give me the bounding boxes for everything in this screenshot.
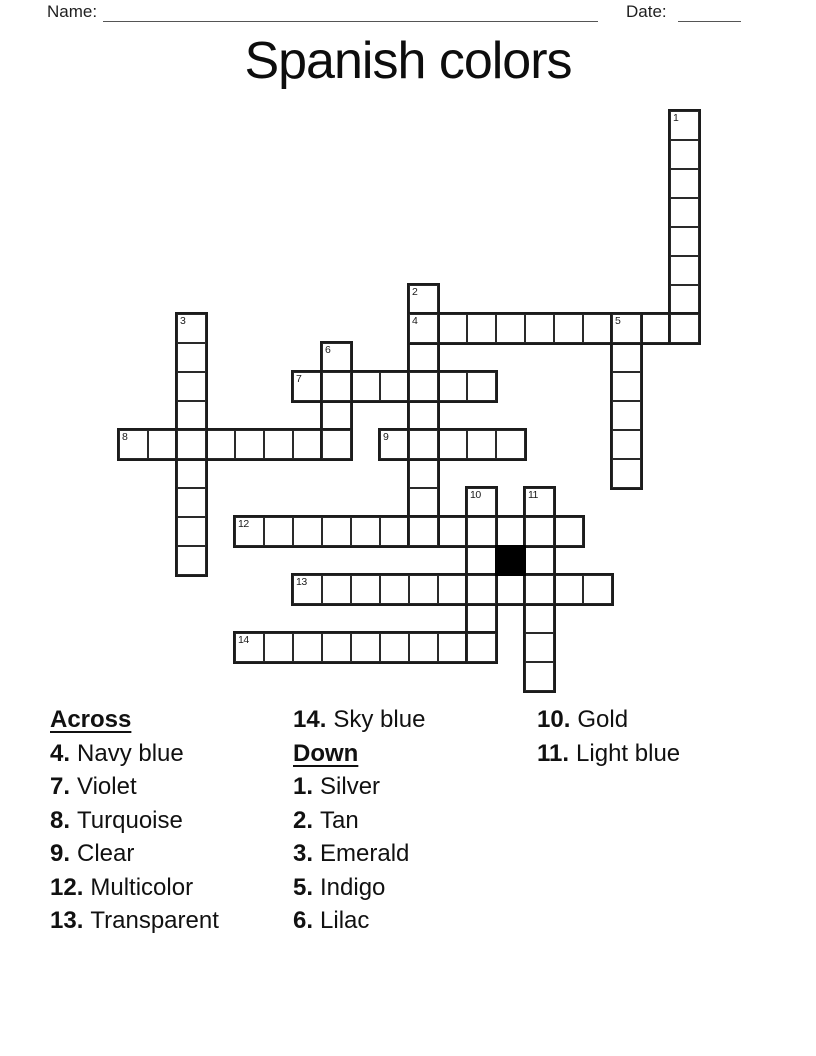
clue-item	[537, 703, 680, 737]
cell-number: 11	[528, 489, 538, 501]
clue-item-number: 10.	[537, 706, 571, 733]
grid-cell[interactable]	[582, 574, 613, 605]
grid-cell[interactable]	[379, 371, 410, 402]
clue-item-text: Tan	[320, 806, 359, 834]
clue-item-number: 11.	[537, 739, 570, 767]
black-cell	[495, 545, 526, 576]
clue-section-header-text: Across	[50, 706, 132, 733]
grid-cell[interactable]	[321, 516, 352, 547]
clue-item	[50, 737, 219, 771]
grid-cell[interactable]	[611, 342, 642, 373]
grid-cell[interactable]	[495, 313, 526, 344]
grid-cell[interactable]	[176, 313, 207, 344]
grid-cell[interactable]	[437, 313, 468, 344]
grid-cell[interactable]	[176, 400, 207, 431]
grid-cell[interactable]	[669, 168, 700, 199]
grid-cell[interactable]	[147, 429, 178, 460]
clue-column-1	[50, 703, 219, 938]
clue-item-text: Sky blue	[333, 706, 426, 733]
clue-item-number: 7.	[50, 773, 71, 800]
clue-item	[293, 804, 425, 838]
grid-cell[interactable]	[437, 371, 468, 402]
cell-number: 7	[296, 373, 302, 385]
grid-cell[interactable]	[437, 429, 468, 460]
cell-number: 10	[470, 489, 481, 501]
clue-item-number: 12.	[50, 873, 84, 901]
date-label: Date:	[626, 2, 667, 21]
grid-cell[interactable]	[379, 516, 410, 547]
grid-cell[interactable]	[611, 458, 642, 489]
grid-cell[interactable]	[176, 429, 207, 460]
cell-number: 1	[673, 112, 679, 124]
grid-cell[interactable]	[524, 574, 555, 605]
clue-item-number: 8.	[50, 806, 71, 834]
grid-cell[interactable]	[379, 429, 410, 460]
clue-item	[293, 703, 425, 737]
clue-item-number: 1.	[293, 773, 314, 800]
clue-item-number: 5.	[293, 873, 314, 901]
grid-cell[interactable]	[524, 487, 555, 518]
grid-cell[interactable]	[669, 284, 700, 315]
clue-item	[293, 904, 425, 938]
cell-number: 5	[615, 315, 621, 327]
grid-cell[interactable]	[321, 342, 352, 373]
clue-item	[537, 737, 680, 771]
grid-cell[interactable]	[234, 632, 265, 663]
clue-item-text: Clear	[77, 840, 135, 867]
cell-number: 8	[122, 431, 128, 443]
grid-cell[interactable]	[321, 429, 352, 460]
grid-cell[interactable]	[321, 632, 352, 663]
grid-cell[interactable]	[611, 429, 642, 460]
clue-item-number: 4.	[50, 739, 71, 767]
grid-cell[interactable]	[176, 371, 207, 402]
clue-item-text: Multicolor	[90, 873, 194, 901]
clue-item-text: Navy blue	[77, 739, 184, 767]
grid-cell[interactable]	[495, 516, 526, 547]
grid-cell[interactable]	[350, 371, 381, 402]
clue-column-3	[537, 703, 680, 770]
grid-cell[interactable]	[669, 110, 700, 141]
grid-cell[interactable]	[292, 371, 323, 402]
grid-cell[interactable]	[466, 516, 497, 547]
grid-cell[interactable]	[553, 516, 584, 547]
clue-column-2	[293, 703, 425, 938]
cell-number: 6	[325, 344, 331, 356]
grid-cell[interactable]	[611, 400, 642, 431]
clue-item	[50, 837, 219, 871]
clue-item	[293, 837, 425, 871]
grid-cell[interactable]	[408, 313, 439, 344]
grid-cell[interactable]	[263, 516, 294, 547]
grid-cell[interactable]	[495, 429, 526, 460]
grid-cell[interactable]	[466, 632, 497, 663]
clue-section-header	[293, 737, 425, 771]
clue-item-number: 13.	[50, 907, 84, 934]
grid-cell[interactable]	[263, 632, 294, 663]
clue-item	[50, 871, 219, 905]
clue-item-number: 3.	[293, 840, 314, 867]
cell-number: 9	[383, 431, 389, 443]
grid-cell[interactable]	[408, 516, 439, 547]
name-label: Name:	[47, 2, 98, 21]
grid-cell[interactable]	[524, 661, 555, 692]
grid-cell[interactable]	[437, 574, 468, 605]
cell-number: 14	[238, 634, 249, 646]
clue-section-header	[50, 703, 219, 737]
grid-cell[interactable]	[437, 632, 468, 663]
date-blank-line[interactable]	[678, 20, 741, 22]
grid-cell[interactable]	[176, 516, 207, 547]
grid-cell[interactable]	[176, 545, 207, 576]
grid-cell[interactable]	[321, 574, 352, 605]
grid-cell[interactable]	[669, 139, 700, 170]
grid-cell[interactable]	[582, 313, 613, 344]
clue-item-text: Violet	[77, 773, 137, 800]
clue-item-text: Emerald	[320, 840, 410, 867]
clue-item-number: 6.	[293, 907, 314, 934]
grid-cell[interactable]	[379, 632, 410, 663]
grid-cell[interactable]	[176, 342, 207, 373]
cell-number: 12	[238, 518, 249, 530]
grid-cell[interactable]	[408, 284, 439, 315]
grid-cell[interactable]	[669, 226, 700, 257]
clue-item-text: Turquoise	[77, 806, 183, 834]
clue-item-text: Silver	[320, 773, 381, 800]
grid-cell[interactable]	[408, 342, 439, 373]
grid-cell[interactable]	[408, 371, 439, 402]
clue-item	[50, 804, 219, 838]
cell-number: 2	[412, 286, 418, 298]
grid-cell[interactable]	[408, 400, 439, 431]
crossword-grid	[118, 110, 700, 692]
clue-item-number: 9.	[50, 840, 71, 867]
grid-cell[interactable]	[466, 574, 497, 605]
puzzle-title: Spanish colors	[244, 32, 572, 90]
grid-cell[interactable]	[466, 313, 497, 344]
clue-item-number: 2.	[293, 806, 314, 834]
clue-item-text: Gold	[577, 706, 629, 733]
grid-cell[interactable]	[292, 574, 323, 605]
grid-cell[interactable]	[292, 632, 323, 663]
grid-cell[interactable]	[263, 429, 294, 460]
grid-cell[interactable]	[234, 516, 265, 547]
grid-cell[interactable]	[466, 371, 497, 402]
grid-cell[interactable]	[553, 574, 584, 605]
grid-cell[interactable]	[466, 487, 497, 518]
clue-item-text: Light blue	[576, 739, 681, 767]
grid-cell[interactable]	[321, 400, 352, 431]
grid-cell[interactable]	[611, 371, 642, 402]
grid-cell[interactable]	[234, 429, 265, 460]
grid-cell[interactable]	[408, 458, 439, 489]
grid-cell[interactable]	[205, 429, 236, 460]
grid-cell[interactable]	[669, 255, 700, 286]
grid-cell[interactable]	[524, 545, 555, 576]
clue-item-text: Transparent	[90, 907, 219, 934]
grid-cell[interactable]	[669, 197, 700, 228]
grid-cell[interactable]	[292, 516, 323, 547]
grid-cell[interactable]	[466, 545, 497, 576]
grid-cell[interactable]	[350, 632, 381, 663]
grid-cell[interactable]	[176, 458, 207, 489]
grid-cell[interactable]	[408, 632, 439, 663]
cell-number: 3	[180, 315, 186, 327]
clue-item-text: Indigo	[320, 873, 386, 901]
grid-cell[interactable]	[466, 429, 497, 460]
grid-cell[interactable]	[640, 313, 671, 344]
grid-cell[interactable]	[611, 313, 642, 344]
grid-cell[interactable]	[524, 603, 555, 634]
grid-cell[interactable]	[292, 429, 323, 460]
grid-cell[interactable]	[669, 313, 700, 344]
cell-number: 13	[296, 576, 307, 588]
grid-cell[interactable]	[524, 632, 555, 663]
grid-cell[interactable]	[321, 371, 352, 402]
clue-item	[50, 770, 219, 804]
grid-cell[interactable]	[524, 313, 555, 344]
clue-section-header-text: Down	[293, 739, 359, 767]
grid-cell[interactable]	[408, 487, 439, 518]
grid-cell[interactable]	[176, 487, 207, 518]
clue-item-text: Lilac	[320, 907, 370, 934]
grid-cell[interactable]	[408, 429, 439, 460]
grid-cell[interactable]	[466, 603, 497, 634]
grid-cell[interactable]	[553, 313, 584, 344]
clue-item	[293, 770, 425, 804]
grid-cell[interactable]	[437, 516, 468, 547]
clue-item	[293, 871, 425, 905]
grid-cell[interactable]	[379, 574, 410, 605]
grid-cell[interactable]	[350, 574, 381, 605]
name-blank-line[interactable]	[103, 20, 598, 22]
grid-cell[interactable]	[408, 574, 439, 605]
grid-cell[interactable]	[495, 574, 526, 605]
clue-item-number: 14.	[293, 706, 327, 733]
clue-item	[50, 904, 219, 938]
cell-number: 4	[412, 315, 418, 327]
grid-cell[interactable]	[118, 429, 149, 460]
grid-cell[interactable]	[524, 516, 555, 547]
grid-cell[interactable]	[350, 516, 381, 547]
